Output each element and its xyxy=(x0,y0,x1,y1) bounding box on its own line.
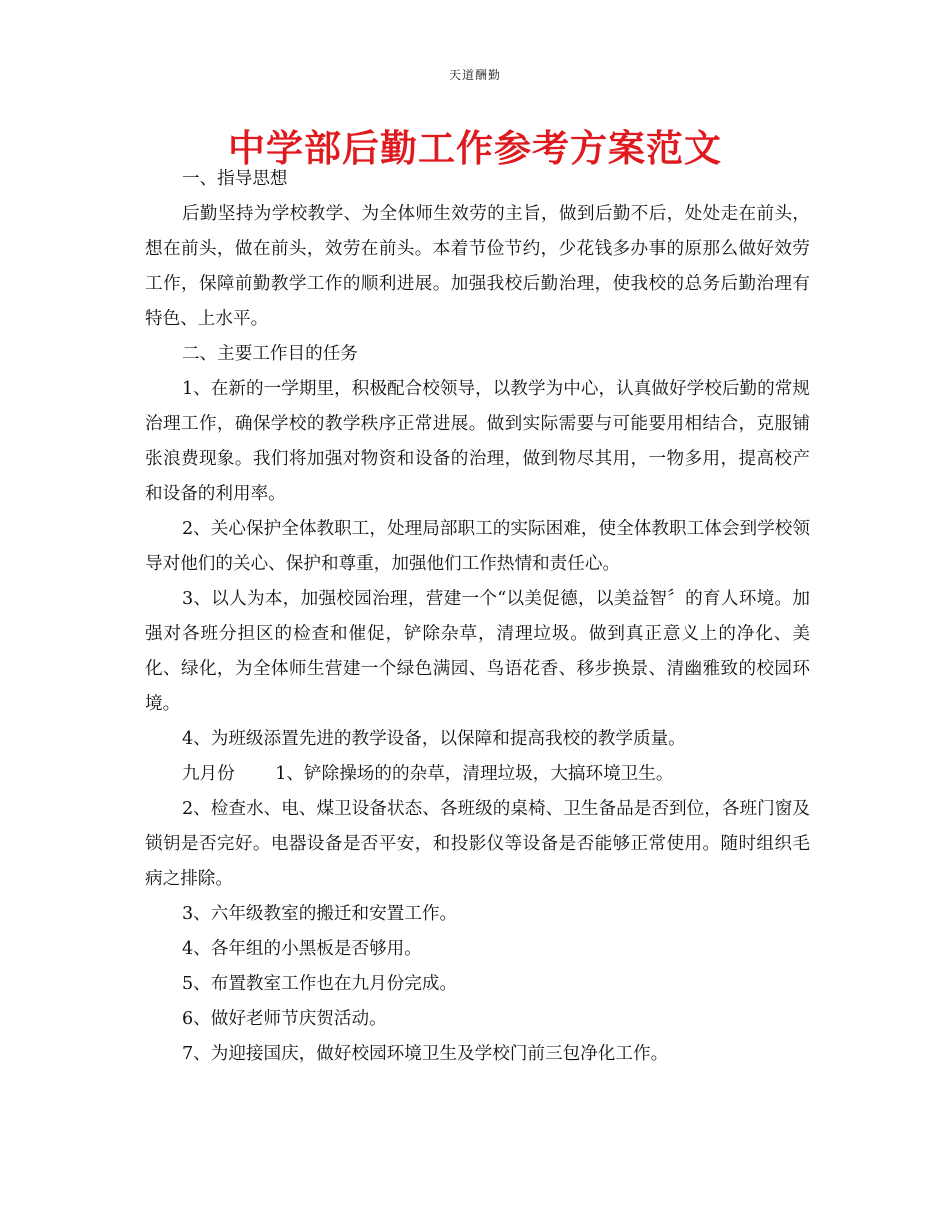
task-item-3: 3、以人为本，加强校园治理，营建一个“以美促德，以美益智〞的育人环境。加强对各班分担区的检查和催促，铲除杂草，清理垃圾。做到真正意义上的净化、美化、绿化，为全体师生营建一个绿色满园、鸟语花香、移步换景、清幽雅致的校园环境。 xyxy=(145,589,810,714)
document-body xyxy=(145,162,810,1072)
september-item-6: 6、做好老师节庆贺活动。 xyxy=(181,1009,387,1029)
page-header: 天道酬勤 xyxy=(448,68,501,82)
september-item-1: 1、铲除操场的的杂草，清理垃圾，大搞环境卫生。 xyxy=(275,764,674,784)
september-item-7: 7、为迎接国庆，做好校园环境卫生及学校门前三包净化工作。 xyxy=(181,1044,669,1064)
task-item-2: 2、关心保护全体教职工，处理局部职工的实际困难，使全体教职工体会到学校领导对他们的关心、保护和尊重，加强他们工作热情和责任心。 xyxy=(145,519,810,574)
month-label-september: 九月份 xyxy=(181,764,235,784)
section-2-heading: 二、主要工作目的任务 xyxy=(181,344,358,364)
september-item-2: 2、检查水、电、煤卫设备状态、各班级的桌椅、卫生备品是否到位，各班门窗及锁钥是否完好。电器设备是否平安，和投影仪等设备是否能够正常使用。随时组织毛病之排除。 xyxy=(145,799,810,889)
section-1-heading: 一、指导思想 xyxy=(181,169,288,189)
september-item-4: 4、各年组的小黑板是否够用。 xyxy=(181,939,422,959)
september-item-3: 3、六年级教室的搬迁和安置工作。 xyxy=(181,904,458,924)
task-item-4: 4、为班级添置先进的教学设备，以保障和提高我校的教学质量。 xyxy=(181,729,686,749)
september-item-5: 5、布置教室工作也在九月份完成。 xyxy=(181,974,458,994)
september-item-1-line xyxy=(145,757,810,792)
document-title: 中学部后勤工作参考方案范文 xyxy=(228,127,722,170)
section-1-paragraph: 后勤坚持为学校教学、为全体师生效劳的主旨，做到后勤不后，处处走在前头，想在前头，做在前头，效劳在前头。本着节俭节约，少花钱多办事的原那么做好效劳工作，保障前勤教学工作的顺利进展。加强我校后勤治理，使我校的总务后勤治理有特色、上水平。 xyxy=(145,204,810,329)
task-item-1: 1、在新的一学期里，积极配合校领导，以教学为中心，认真做好学校后勤的常规治理工作，确保学校的教学秩序正常进展。做到实际需要与可能要用相结合，克服铺张浪费现象。我们将加强对物资和设备的治理，做到物尽其用，一物多用，提高校产和设备的利用率。 xyxy=(145,379,810,504)
